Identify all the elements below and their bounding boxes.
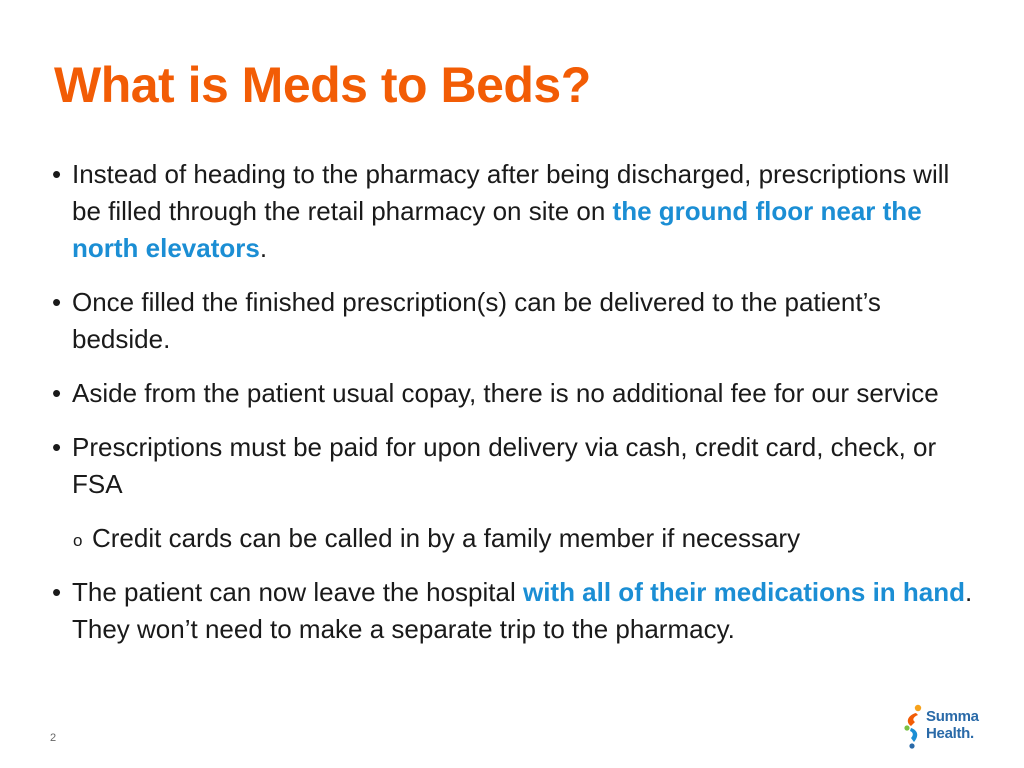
page-number: 2 <box>50 732 57 744</box>
bullet-text: The patient can now leave the hospital <box>72 577 523 607</box>
bullet-marker: • <box>52 577 62 607</box>
bullet-text: . <box>259 233 268 263</box>
logo-text <box>926 708 979 742</box>
logo-text-line1: Summa <box>926 708 979 725</box>
bullet-item <box>52 284 982 358</box>
logo-text-line2: Health. <box>926 725 974 742</box>
slide-content <box>52 156 982 665</box>
bullet-text: . They won’t need to make a separate trip to the pharmacy. <box>72 577 973 644</box>
bullet-text: Instead of heading to the pharmacy after being discharged, prescriptions will be filled through the retail pharmacy on site on <box>72 159 950 226</box>
bullet-highlight: with all of their medications in hand <box>522 577 966 607</box>
bullet-marker: • <box>52 287 62 317</box>
sub-bullet-marker: o <box>73 531 83 550</box>
bullet-item <box>52 375 982 412</box>
slide-title: What is Meds to Beds? <box>54 57 591 113</box>
bullet-marker: • <box>52 159 62 189</box>
bullet-item <box>52 156 982 267</box>
summa-health-logo-icon <box>902 704 928 750</box>
sub-bullet-text: Credit cards can be called in by a family member if necessary <box>92 523 801 553</box>
bullet-text: Prescriptions must be paid for upon delivery via cash, credit card, check, or FSA <box>72 432 937 499</box>
summa-health-logo <box>902 704 982 752</box>
bullet-text: Aside from the patient usual copay, there is no additional fee for our service <box>72 378 939 408</box>
bullet-highlight: the ground floor near the north elevators <box>72 196 922 263</box>
bullet-item <box>52 574 982 648</box>
bullet-item <box>52 429 982 503</box>
bullet-text: Once filled the finished prescription(s) can be delivered to the patient’s bedside. <box>72 287 881 354</box>
bullet-marker: • <box>52 378 62 408</box>
bullet-marker: • <box>52 432 62 462</box>
sub-bullet-item <box>52 520 982 557</box>
